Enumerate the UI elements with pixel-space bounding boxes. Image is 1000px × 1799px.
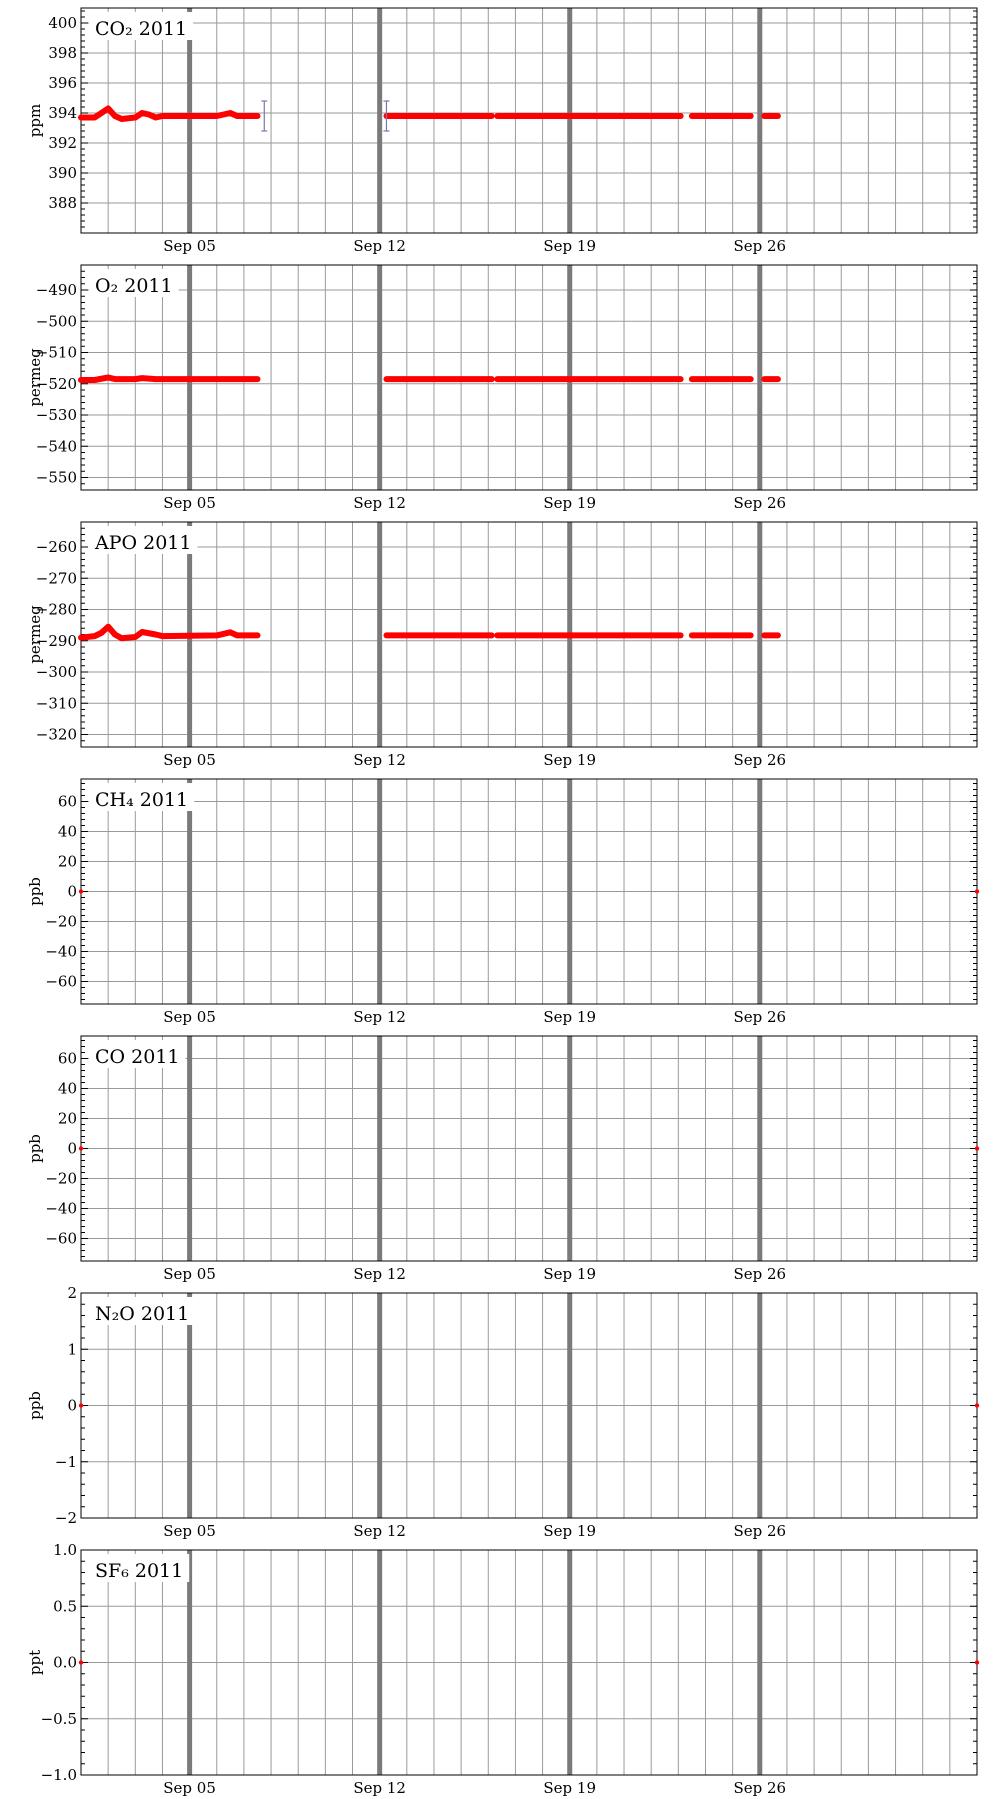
chart-panel-6: [0, 1542, 1000, 1799]
y-tick-label: 400: [48, 14, 77, 32]
y-tick-label: 60: [57, 792, 77, 811]
x-tick-label: Sep 26: [733, 1265, 787, 1283]
chart-panel-2: [0, 514, 1000, 771]
x-tick-label: Sep 19: [543, 1265, 597, 1283]
x-tick-label: Sep 12: [353, 1522, 406, 1540]
x-tick-label: Sep 05: [163, 1779, 216, 1797]
y-tick-label: −1: [54, 1452, 77, 1471]
data-point: [79, 1146, 83, 1150]
panel-title: O₂ 2011: [95, 275, 173, 297]
x-tick-label: Sep 12: [353, 237, 406, 255]
y-tick-label: 20: [57, 1109, 77, 1128]
y-tick-label: 396: [48, 74, 77, 92]
x-tick-label: Sep 05: [163, 494, 216, 512]
panel-title: N₂O 2011: [95, 1303, 190, 1325]
y-tick-label: −60: [45, 972, 77, 991]
y-tick-label: −20: [45, 912, 77, 931]
y-axis-label: ppb: [26, 1134, 44, 1163]
y-tick-label: −540: [35, 437, 77, 456]
x-tick-label: Sep 26: [733, 751, 787, 769]
y-tick-label: 392: [48, 134, 77, 152]
panel-title: CH₄ 2011: [95, 789, 189, 811]
x-tick-label: Sep 19: [543, 1522, 597, 1540]
y-tick-label: −310: [35, 694, 77, 713]
x-tick-label: Sep 12: [353, 494, 406, 512]
y-tick-label: 0.5: [53, 1597, 77, 1616]
y-tick-label: −270: [35, 569, 77, 588]
panel-title: CO₂ 2011: [95, 18, 188, 40]
y-tick-label: 60: [57, 1049, 77, 1068]
y-tick-label: −60: [45, 1229, 77, 1248]
x-tick-label: Sep 05: [163, 751, 216, 769]
y-tick-label: 390: [48, 164, 77, 182]
y-tick-label: 40: [57, 822, 77, 841]
data-point: [975, 1146, 979, 1150]
x-tick-label: Sep 26: [733, 1779, 787, 1797]
y-tick-label: 0.0: [53, 1653, 77, 1672]
panel-title: SF₆ 2011: [95, 1560, 184, 1582]
chart-panel-5: [0, 1285, 1000, 1542]
y-tick-label: −550: [35, 468, 77, 487]
y-axis-label: permeg: [26, 348, 44, 407]
y-tick-label: −520: [35, 374, 77, 393]
x-tick-label: Sep 26: [733, 237, 787, 255]
data-point: [79, 889, 83, 893]
x-tick-label: Sep 05: [163, 1265, 216, 1283]
x-tick-label: Sep 19: [543, 751, 597, 769]
y-tick-label: 1.0: [53, 1541, 77, 1559]
x-tick-label: Sep 05: [163, 1008, 216, 1026]
y-axis-label: ppm: [26, 103, 44, 138]
y-tick-label: −260: [35, 538, 77, 556]
y-tick-label: −490: [35, 281, 77, 299]
data-point: [975, 1403, 979, 1407]
x-tick-label: Sep 19: [543, 494, 597, 512]
y-axis-label: ppb: [26, 1391, 44, 1420]
y-tick-label: −40: [45, 942, 77, 961]
y-tick-label: −500: [35, 312, 77, 331]
x-tick-label: Sep 05: [163, 1522, 216, 1540]
x-tick-label: Sep 12: [353, 1008, 406, 1026]
data-point: [975, 1660, 979, 1664]
y-tick-label: −0.5: [40, 1709, 77, 1728]
panel-title: CO 2011: [95, 1046, 180, 1068]
data-point: [975, 889, 979, 893]
y-tick-label: −1.0: [40, 1766, 77, 1784]
x-tick-label: Sep 05: [163, 237, 216, 255]
y-tick-label: 0: [67, 1396, 77, 1415]
y-tick-label: −530: [35, 406, 77, 424]
y-tick-label: 2: [67, 1284, 77, 1302]
y-axis-label: permeg: [26, 605, 44, 664]
x-tick-label: Sep 19: [543, 1779, 597, 1797]
x-tick-label: Sep 26: [733, 1008, 787, 1026]
chart-panel-0: [0, 0, 1000, 257]
x-tick-label: Sep 26: [733, 1522, 787, 1540]
x-tick-label: Sep 12: [353, 1779, 406, 1797]
chart-panel-3: [0, 771, 1000, 1028]
y-tick-label: −320: [35, 725, 77, 744]
y-tick-label: −280: [35, 600, 77, 619]
y-tick-label: 40: [57, 1079, 77, 1098]
data-point: [79, 1660, 83, 1664]
x-tick-label: Sep 26: [733, 494, 787, 512]
x-tick-label: Sep 12: [353, 1265, 406, 1283]
y-tick-label: −20: [45, 1169, 77, 1188]
y-tick-label: 388: [48, 194, 77, 212]
x-tick-label: Sep 19: [543, 237, 597, 255]
x-tick-label: Sep 12: [353, 751, 406, 769]
y-tick-label: −510: [35, 343, 77, 362]
y-tick-label: −300: [35, 663, 77, 681]
y-tick-label: 20: [57, 852, 77, 871]
y-tick-label: −2: [54, 1509, 77, 1527]
chart-panel-1: [0, 257, 1000, 514]
x-tick-label: Sep 19: [543, 1008, 597, 1026]
y-tick-label: 394: [48, 104, 77, 122]
y-tick-label: 0: [67, 882, 77, 901]
y-tick-label: −290: [35, 631, 77, 650]
series-line-segment: [81, 378, 258, 381]
data-point: [79, 1403, 83, 1407]
y-tick-label: 1: [67, 1340, 77, 1359]
y-axis-label: ppt: [26, 1649, 44, 1676]
y-tick-label: −40: [45, 1199, 77, 1218]
y-axis-label: ppb: [26, 877, 44, 906]
chart-panel-4: [0, 1028, 1000, 1285]
plot-area: [81, 8, 977, 233]
y-tick-label: 0: [67, 1139, 77, 1158]
y-tick-label: 398: [48, 44, 77, 62]
panel-title: APO 2011: [95, 532, 192, 554]
